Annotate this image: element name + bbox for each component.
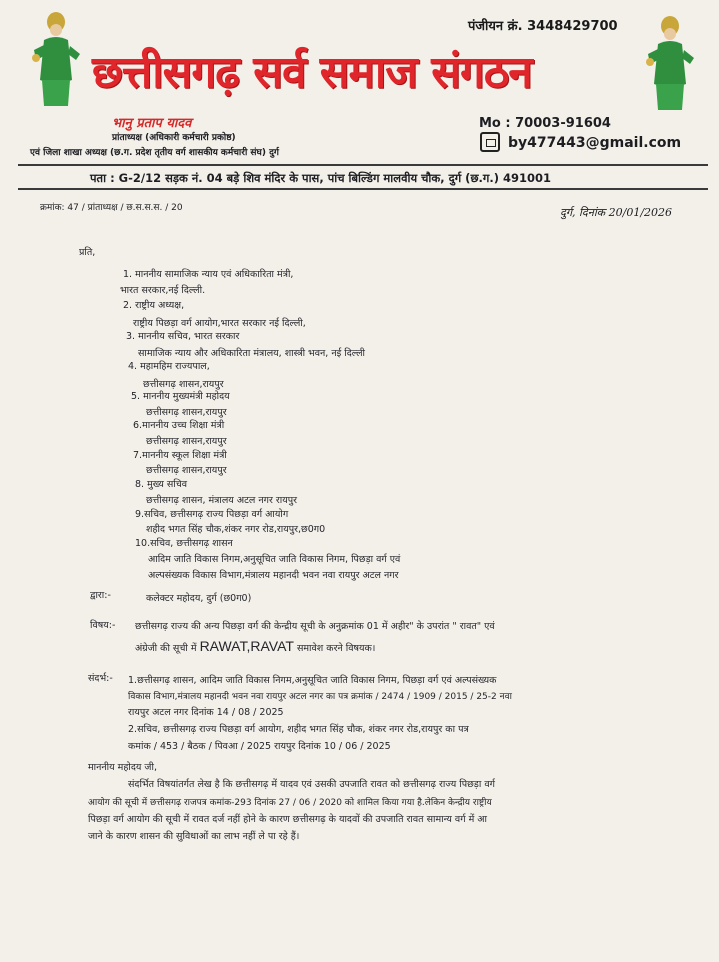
president-name: भानु प्रताप यादव <box>112 116 192 131</box>
subject-line-2-a: अंग्रेजी की सूची में <box>135 643 200 654</box>
reference-number: क्रमांक: 47 / प्रांताध्यक्ष / छ.स.स.स. / 20 <box>40 203 183 213</box>
recipient-3-line2: सामाजिक न्याय और अधिकारिता मंत्रालय, शास्त्री भवन, नई दिल्ली <box>138 348 365 359</box>
body-line-1: संदर्भित विषयांतर्गत लेख है कि छत्तीसगढ़ में यादव एवं उसकी उपजाति रावत को छत्तीसगढ़ राज्य पिछड़ा वर्ग <box>128 779 496 790</box>
recipient-4-line2: छत्तीसगढ़ शासन,रायपुर <box>143 379 224 390</box>
recipient-7-line1: 7.माननीय स्कूल शिक्षा मंत्री <box>133 450 227 461</box>
organization-title: छत्तीसगढ़ सर्व समाज संगठन <box>92 47 532 98</box>
context-line-5: कमांक / 453 / बैठक / पिवआ / 2025 रायपुर दिनांक 10 / 06 / 2025 <box>128 741 391 752</box>
recipient-2-line2: राष्ट्रीय पिछड़ा वर्ग आयोग,भारत सरकार नई दिल्ली, <box>133 318 306 329</box>
context-line-3: रायपुर अटल नगर दिनांक 14 / 08 / 2025 <box>128 707 284 718</box>
body-line-3: पिछड़ा वर्ग आयोग की सूची में रावत दर्ज नहीं होने के कारण छत्तीसगढ़ के यादवों की उपजाति रावत सामान्य वर्ग में आ <box>88 814 487 825</box>
context-line-4: 2.सचिव, छत्तीसगढ़ राज्य पिछड़ा वर्ग आयोग, शहीद भगत सिंह चौक, शंकर नगर रोड,रायपुर का पत्र <box>128 724 469 735</box>
address-line: पता : G-2/12 सड़क नं. 04 बड़े शिव मंदिर के पास, पांच बिल्डिंग मालवीय चौक, दुर्ग (छ.ग.) 491001 <box>90 171 551 185</box>
recipient-2-line1: 2. राष्ट्रीय अध्यक्ष, <box>123 300 185 311</box>
context-line-1: 1.छत्तीसगढ़ शासन, आदिम जाति विकास निगम,अनुसूचित जाति विकास निगम, पिछड़ा वर्ग एवं अल्पसंख्यक <box>128 675 497 686</box>
email-address: by477443@gmail.com <box>508 135 682 151</box>
context-line-2: विकास विभाग,मंत्रालय महानदी भवन नवा रायपुर अटल नगर का पत्र क्रमांक / 2474 / 1909 / 2015 / 25-2 नवा <box>128 692 512 702</box>
subject-line-2 <box>135 638 375 654</box>
subject-line-2-c: समावेश करने विषयक। <box>293 643 376 654</box>
context-label: संदर्भ:- <box>88 673 113 684</box>
recipient-1-line1: 1. माननीय सामाजिक न्याय एवं अधिकारिता मंत्री, <box>123 269 294 280</box>
recipient-8-line2: छत्तीसगढ़ शासन, मंत्रालय अटल नगर रायपुर <box>146 495 298 506</box>
recipient-8-line1: 8. मुख्य सचिव <box>135 479 188 490</box>
recipient-10-line1: 10.सचिव, छत्तीसगढ़ शासन <box>135 538 233 549</box>
mobile-number: Mo : 70003-91604 <box>479 116 611 131</box>
subject-line-1: छत्तीसगढ़ राज्य की अन्य पिछड़ा वर्ग की केन्द्रीय सूची के अनुक्रमांक 01 में अहीर" के उपरांत " रावत" एवं <box>135 621 495 632</box>
subject-highlight: RAWAT,RAVAT <box>199 638 294 654</box>
recipient-5-line1: 5. माननीय मुख्यमंत्री महोदय <box>131 391 230 402</box>
divider-bottom <box>18 188 708 190</box>
role-line-1: प्रांताध्यक्ष (अधिकारी कर्मचारी प्रकोष्ठ) <box>112 133 236 143</box>
goddess-figure-right-icon <box>640 14 700 114</box>
recipient-6-line2: छत्तीसगढ़ शासन,रायपुर <box>146 436 227 447</box>
recipient-6-line1: 6.माननीय उच्च शिक्षा मंत्री <box>133 420 225 431</box>
via-label: द्वारा:- <box>90 590 111 601</box>
recipient-10-line3: अल्पसंख्यक विकास विभाग,मंत्रालय महानदी भवन नवा रायपुर अटल नगर <box>148 570 399 581</box>
to-label: प्रति, <box>79 247 96 258</box>
recipient-7-line2: छत्तीसगढ़ शासन,रायपुर <box>146 465 227 476</box>
recipient-4-line1: 4. महामहिम राज्यपाल, <box>128 361 210 372</box>
body-line-2: आयोग की सूची में छत्तीसगढ़ राजपत्र कमांक-293 दिनांक 27 / 06 / 2020 को शामिल किया गया है.लेकिन केन्द्रीय राष्ट्रीय <box>88 798 492 808</box>
body-line-4: जाने के कारण शासन की सुविधाओं का लाभ नहीं ले पा रहे हैं। <box>88 831 300 842</box>
recipient-3-line1: 3. माननीय सचिव, भारत सरकार <box>126 331 240 342</box>
letter-date: दुर्ग, दिनांक 20/01/2026 <box>560 206 673 219</box>
email-icon <box>480 132 500 152</box>
recipient-9-line2: शहीद भगत सिंह चौक,शंकर नगर रोड,रायपुर,छ0ग0 <box>146 524 326 535</box>
salutation: माननीय महोदय जी, <box>88 762 157 773</box>
role-line-2: एवं जिला शाखा अध्यक्ष (छ.ग. प्रदेश तृतीय वर्ग शासकीय कर्मचारी संघ) दुर्ग <box>30 148 279 158</box>
registration-number: पंजीयन क्रं. 3448429700 <box>468 19 618 34</box>
recipient-1-line2: भारत सरकार,नई दिल्ली. <box>120 285 206 296</box>
recipient-5-line2: छत्तीसगढ़ शासन,रायपुर <box>146 407 227 418</box>
subject-label: विषय:- <box>90 620 116 631</box>
recipient-9-line1: 9.सचिव, छत्तीसगढ़ राज्य पिछड़ा वर्ग आयोग <box>135 509 289 520</box>
goddess-figure-left-icon <box>26 10 86 110</box>
divider-top <box>18 164 708 166</box>
recipient-10-line2: आदिम जाति विकास निगम,अनुसूचित जाति विकास निगम, पिछड़ा वर्ग एवं <box>148 554 401 565</box>
via-text: कलेक्टर महोदय, दुर्ग (छ0ग0) <box>146 593 252 604</box>
